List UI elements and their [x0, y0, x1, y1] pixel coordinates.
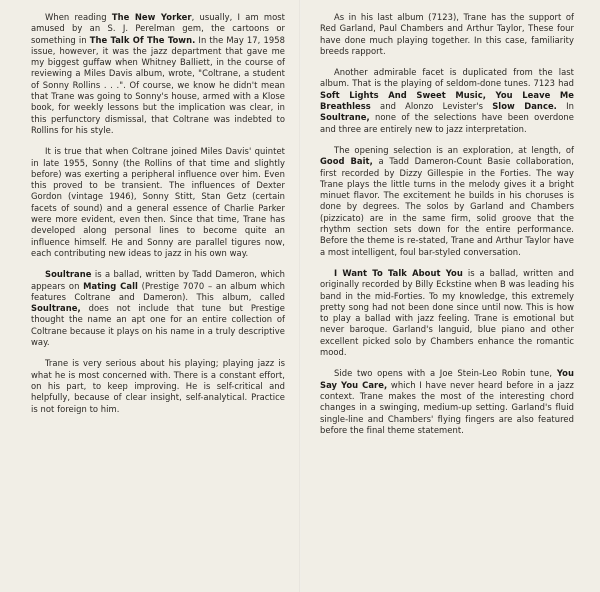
text-run: Side two opens with a Joe Stein-Leo Robin tune,: [334, 368, 557, 379]
text-run: , usually, I am most amused by an S. J. Perelman gem, the cartoons or something in: [31, 12, 286, 45]
text-run: which I have never heard before in a jazz context. Trane makes the most of the interesting chord changes in a swinging, medium-up setting. Garland's fluid single-line and Chambers' flying fingers are also featured before the final theme statement.: [320, 379, 574, 435]
text-run: Trane is very serious about his playing; playing jazz is what he is most concerned with. There is a constant effort, on his part, to keep improving. He is self-critical and helpfully, because of clear insight, self-analytical. Practice is not foreign to him.: [31, 358, 285, 414]
text-run: a Tadd Dameron-Count Basie collaboration, first recorded by Dizzy Gillespie in the Forties. The way Trane plays the little turns in the melody gives it a bright minuet flavor. The excitement he builds in his choruses is done by degrees. The solos by Garland and Chambers (pizzicato) are in the same firm, solid groove that the rhythm section sets down for the entire performance. Before the theme is re-stated, Trane and Arthur Taylor have a most intelligent, foul bar-styled conversation.: [320, 156, 574, 257]
bold-title: Soultrane,: [320, 112, 370, 123]
right-column: [320, 12, 574, 446]
paragraph-p9: [320, 368, 574, 436]
paragraph-p6: [320, 67, 574, 135]
bold-title: The New Yorker: [111, 12, 192, 22]
text-run: In the May 17, 1958 issue, however, it was the jazz department that gave me my biggest guffaw when Whitney Balliett, in the course of reviewing a Miles Davis album, wrote, "Coltrane, a student of Sonny Rollins . . .". Of course, we know he didn't mean that Trane was going to Sonny's house, armed with a Klose book, for weekly lessons but the implication was clear, in this perfunctory dismissal, that Coltrane was indebted to Rollins for his style.: [31, 34, 285, 135]
bold-title: Soultrane,: [31, 303, 81, 314]
page-fold: [299, 0, 301, 592]
bold-title: Soft Lights And Sweet Music, You Leave Me Breathless: [320, 89, 574, 112]
bold-title: I Want To Talk About You: [334, 267, 463, 278]
text-run: is a ballad, written and originally recorded by Billy Eckstine when B was leading his band in the mid-Forties. To my knowledge, this extremely pretty song had not been done since until now. This is how to play a ballad with jazz feeling. Trane is emotional but never baroque. Garland's languid, blue piano and other excellent picked solo by Chambers enhance the romantic mood.: [320, 267, 575, 358]
bold-title: You Say You Care,: [320, 368, 574, 390]
text-run: and Alonzo Levister's: [370, 101, 493, 112]
paragraph-p1: [31, 12, 285, 136]
text-run: It is true that when Coltrane joined Miles Davis' quintet in late 1955, Sonny (the Rollins of that time and slightly before) was exerting a peripheral influence over him. Even this proved to be transient. The influences of Dexter Gordon (vintage 1946), Sonny Stitt, Stan Getz (certain facets of sound) and a general essence of Charlie Parker were more evident, even then. Since that time, Trane has developed along personal lines to become quite an influence himself. He and Sonny are parallel tigures now, each contributing new ideas to jazz in his own way.: [31, 146, 285, 258]
bold-title: Slow Dance.: [492, 101, 557, 112]
text-run: As in his last album (7123), Trane has the support of Red Garland, Paul Chambers and Arthur Taylor, These four have done much playing together. In this case, familiarity breeds rapport.: [320, 12, 574, 56]
left-column: [31, 12, 285, 425]
paragraph-p4: [31, 358, 285, 414]
paragraph-p3: [31, 269, 285, 348]
paragraph-p2: [31, 146, 285, 259]
bold-title: Soultrane: [45, 269, 92, 280]
text-run: (Prestige 7070 – an album which features Coltrane and Dameron). This album, called: [31, 280, 285, 302]
text-run: does not include that tune but Prestige thought the name an apt one for an entire collection of Coltrane because it plays on his name in a truly descriptive way.: [31, 303, 285, 348]
text-run: When reading: [45, 12, 112, 22]
text-run: Another admirable facet is duplicated from the last album. That is the playing of seldom-done tunes. 7123 had: [320, 67, 574, 89]
paragraph-p7: [320, 145, 574, 258]
bold-title: Good Bait,: [320, 156, 373, 167]
bold-title: The Talk Of The Town.: [89, 34, 196, 45]
bold-title: Mating Call: [83, 280, 138, 291]
text-run: The opening selection is an exploration, at length, of: [334, 144, 574, 155]
paragraph-p5: [320, 12, 574, 57]
text-run: In: [556, 101, 574, 112]
text-run: none of the selections have been overdone and three are entirely new to jazz interpretation.: [320, 112, 574, 134]
paragraph-p8: [320, 268, 574, 358]
text-run: is a ballad, written by Tadd Dameron, which appears on: [31, 269, 285, 291]
